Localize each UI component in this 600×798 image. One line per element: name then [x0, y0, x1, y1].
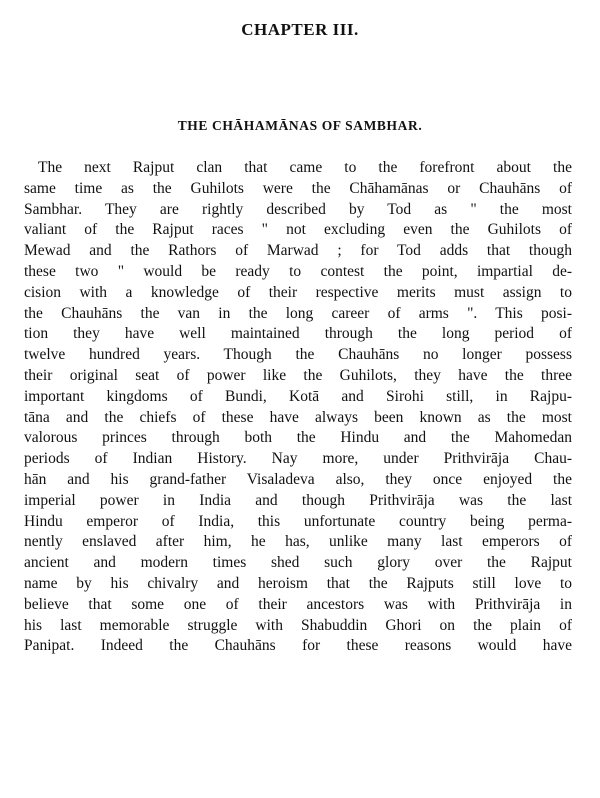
- chapter-heading: CHAPTER III.: [241, 20, 359, 39]
- text-line: the Chauhāns the van in the long career of arms ". This posi-: [24, 304, 572, 322]
- text-line: periods of Indian History. Nay more, under Prithvirāja Chau-: [24, 450, 572, 468]
- text-line: cision with a knowledge of their respective merits must assign to: [24, 283, 572, 301]
- text-line: Sambhar. They are rightly described by Tod as " the most: [24, 200, 572, 218]
- text-line: valiant of the Rajput races " not excluding even the Guhilots of: [24, 221, 572, 239]
- text-line: valorous princes through both the Hindu and the Mahomedan: [24, 429, 572, 447]
- text-line: his last memorable struggle with Shabuddin Ghori on the plain of: [24, 616, 572, 634]
- text-line: name by his chivalry and heroism that the Rajputs still love to: [24, 574, 572, 592]
- text-line: important kingdoms of Bundi, Kotā and Sirohi still, in Rajpu-: [24, 387, 572, 405]
- text-line: their original seat of power like the Guhilots, they have the three: [24, 366, 572, 384]
- text-line: ancient and modern times shed such glory over the Rajput: [24, 554, 572, 572]
- chapter-title: THE CHĀHAMĀNAS OF SAMBHAR.: [177, 118, 423, 133]
- text-line: nently enslaved after him, he has, unlike many last emperors of: [24, 533, 572, 551]
- text-line: tāna and the chiefs of these have always been known as the most: [24, 408, 572, 426]
- body-paragraph: [24, 158, 572, 657]
- text-line: Panipat. Indeed the Chauhāns for these reasons would have: [24, 637, 572, 655]
- text-line: Mewad and the Rathors of Marwad ; for Tod adds that though: [24, 242, 572, 260]
- text-line: same time as the Guhilots were the Chāhamānas or Chauhāns of: [24, 179, 572, 197]
- text-line: tion they have well maintained through the long period of: [24, 325, 572, 343]
- text-line: these two " would be ready to contest the point, impartial de-: [24, 262, 572, 280]
- text-line: twelve hundred years. Though the Chauhāns no longer possess: [24, 346, 572, 364]
- text-line: The next Rajput clan that came to the forefront about the: [38, 159, 572, 176]
- text-line: imperial power in India and though Prithvirāja was the last: [24, 491, 572, 509]
- text-line: believe that some one of their ancestors was with Prithvirāja in: [24, 595, 572, 613]
- text-line: hān and his grand-father Visaladeva also, they once enjoyed the: [24, 470, 572, 488]
- text-line: Hindu emperor of India, this unfortunate country being perma-: [24, 512, 572, 530]
